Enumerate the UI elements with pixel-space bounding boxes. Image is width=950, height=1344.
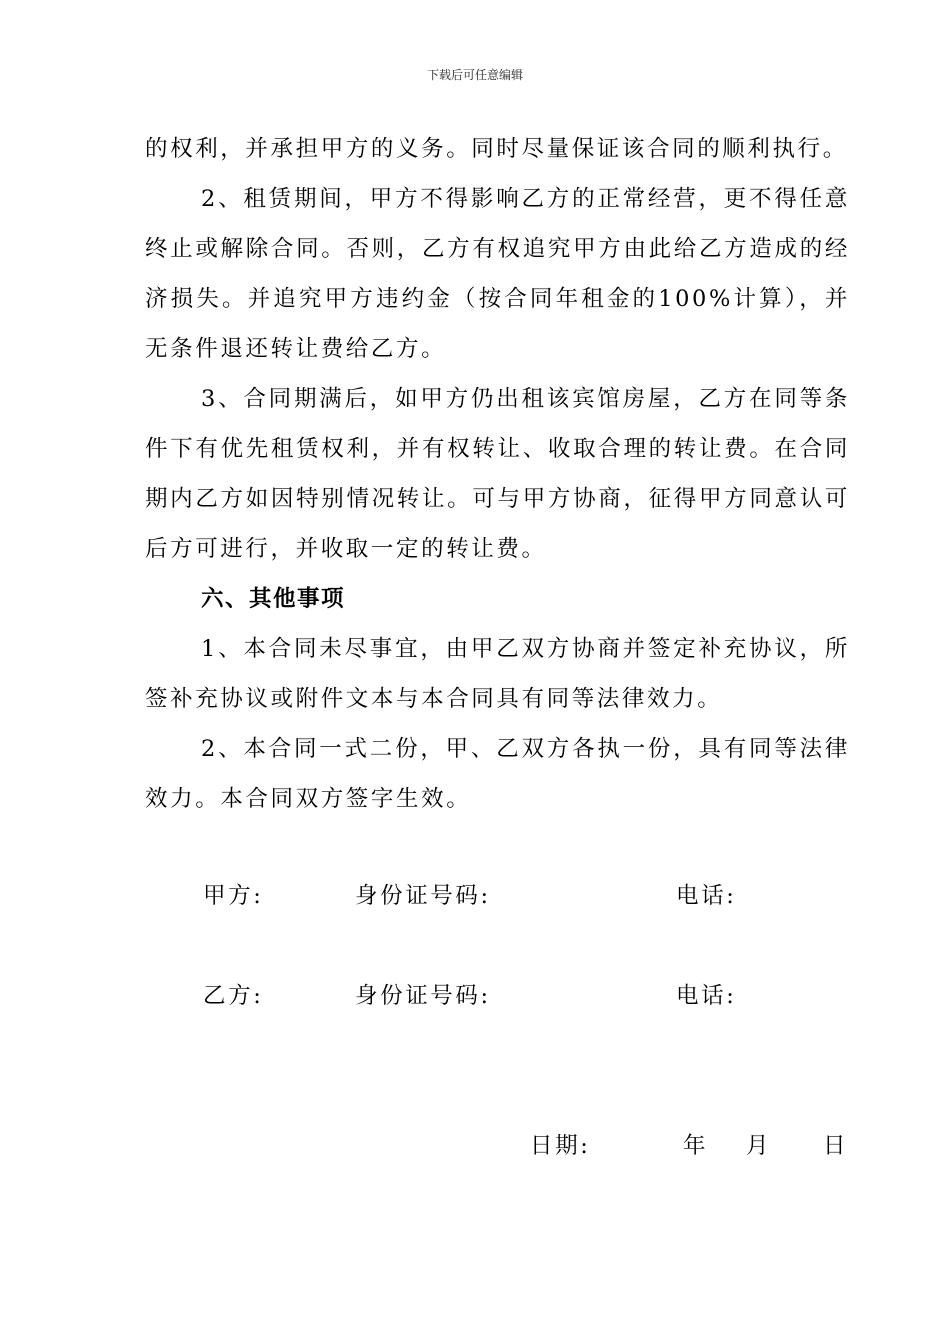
signature-row-date <box>0 1128 950 1168</box>
date-year-label: 年 <box>683 1133 709 1159</box>
paragraph-clause-2: 2、租赁期间，甲方不得影响乙方的正常经营，更不得任意终止或解除合同。否则，乙方有权追究甲方由此给乙方造成的经济损失。并追究甲方违约金（按合同年租金的100%计算），并无条件退还转让费给乙方。 <box>145 186 850 362</box>
party-b-label: 乙方: <box>203 983 264 1009</box>
signature-row-party-b <box>0 978 950 1018</box>
paragraph-clause-3: 3、合同期满后，如甲方仍出租该宾馆房屋，乙方在同等条件下有优先租赁权利，并有权转让、收取合理的转让费。在合同期内乙方如因特别情况转让。可与甲方协商，征得甲方同意认可后方可进行，并收取一定的转让费。 <box>145 386 850 562</box>
section-title-other-matters: 六、其他事项 <box>201 586 346 612</box>
contract-body <box>145 124 850 824</box>
party-a-id-label: 身份证号码: <box>355 883 491 909</box>
party-b-phone-label: 电话: <box>676 983 737 1009</box>
signature-row-party-a <box>0 878 950 918</box>
party-a-label: 甲方: <box>203 883 264 909</box>
paragraph-other-1: 1、本合同未尽事宜，由甲乙双方协商并签定补充协议，所签补充协议或附件文本与本合同具有同等法律效力。 <box>145 636 850 712</box>
date-month-label: 月 <box>746 1133 772 1159</box>
party-b-id-label: 身份证号码: <box>355 983 491 1009</box>
date-label: 日期: <box>530 1133 591 1159</box>
page-header: 下载后可任意编辑 <box>426 68 523 82</box>
date-day-label: 日 <box>823 1133 849 1159</box>
paragraph-other-2: 2、本合同一式二份，甲、乙双方各执一份，具有同等法律效力。本合同双方签字生效。 <box>145 736 850 812</box>
party-a-phone-label: 电话: <box>676 883 737 909</box>
paragraph-continuation: 的权利，并承担甲方的义务。同时尽量保证该合同的顺利执行。 <box>145 136 848 162</box>
